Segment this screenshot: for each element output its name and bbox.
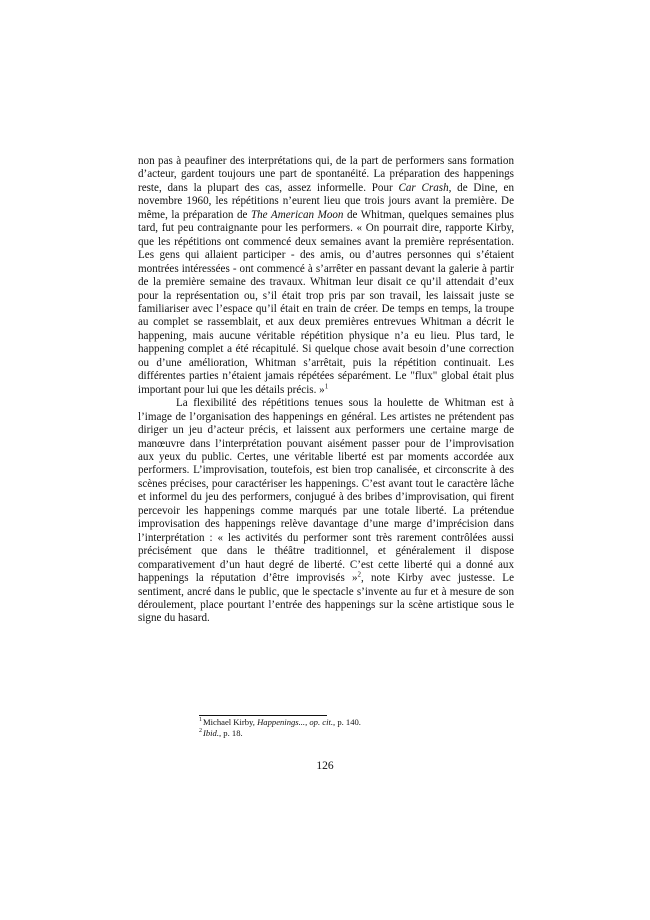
footnote-separator	[199, 715, 327, 716]
text-run: , note Kirby avec justesse. Le sentiment, ancré dans le public, que le spectacle s’invente au fur et à mesure de son déroulement, place pourtant l’entrée des happenings sur la scène artistique sous le signe du hasard.	[138, 572, 514, 625]
text-run: La flexibilité des répétitions tenues sous la houlette de Whitman est à l’image de l’organisation des happenings en général. Les artistes ne prétendent pas diriger un jeu d’acteur précis, et laissent aux performers une certaine marge de manœuvre dans l’interprétation pouvant aisément passer pour de l’improvisation aux yeux du public. Certes, une véritable liberté est par moments accordée aux performers. L’improvisation, toutefois, est bien trop canalisée, et circonscrite à des scènes précises, pour caractériser les happenings. C’est avant tout le caractère lâche et informel du jeu des performers, conjugué à des bribes d’improvisation, qui firent percevoir les happenings comme marqués par une totale liberté. La prétendue improvisation des happenings relève davantage d’une marge d’imprécision dans l’interprétation : « les activités du performer sont très rarement contrôlées aussi précisément que dans le théâtre traditionnel, et généralement il dispose comparativement d’un haut degré de liberté. C’est cette liberté qui a donné aux happenings la réputation d’être improvisés »	[138, 397, 514, 585]
italic-abbrev: Ibid.	[203, 728, 219, 738]
text-run: , de Dine, en novembre 1960, les répétitions n’eurent lieu que trois jours avant la première. De même, la préparation de	[138, 181, 514, 221]
italic-title: The American Moon	[250, 208, 344, 221]
footnote-2	[199, 728, 519, 739]
text-run: non pas à peaufiner des interprétations qui, de la part de performers sans formation d’acteur, gardent toujours une part de spontanéité. La préparation des happenings reste, dans la plupart des cas, assez informelle. Pour	[138, 155, 514, 194]
page-number: 126	[316, 760, 334, 772]
paragraph-2	[138, 397, 514, 626]
text-run: Michael Kirby,	[203, 717, 258, 727]
footnote-reference: 2	[357, 570, 362, 579]
body-text	[138, 155, 514, 626]
italic-abbrev: op. cit.	[309, 717, 334, 727]
text-run: de Whitman, quelques semaines plus tard, fut peu contraignante pour les performers. « On pourrait dire, rapporte Kirby, que les répétitions ont commencé deux semaines avant la première représentation. Les gens qui allaient participer - des amis, ou d’autres personnes qui s’étaient montrées intéressées - ont commencé à s’arrêter en passant devant la galerie à partir de la première semaine des travaux. Whitman leur disait ce qu’il attendait d’eux pour la représentation ou, s’il était trop pris par son travail, les laissait juste se familiariser avec l’espace qu’il était en train de créer. De temps en temps, la troupe au complet se rassemblait, et aux deux premières entrevues Whitman a décrit le happening, mais aucune véritable répétition physique n’a eu lieu. Plus tard, le happening complet a été récapitulé. Si quelque chose avait besoin d’une correction ou d’une amélioration, Whitman s’arrêtait, puis la répétition continuait. Les différentes parties n’étaient jamais répétées séparément. Le "flux" global était plus important pour lui que les détails précis. »	[138, 208, 514, 396]
footnote-number: 2	[199, 728, 202, 735]
text-run: , p. 18.	[219, 728, 243, 738]
footnotes	[199, 717, 519, 739]
italic-title: Car Crash	[398, 181, 449, 194]
paragraph-1	[138, 155, 514, 397]
footnote-1	[199, 717, 519, 728]
footnote-number: 1	[199, 717, 202, 724]
italic-title: Happenings...	[257, 717, 306, 727]
footnote-reference: 1	[324, 382, 329, 391]
text-run: ,	[305, 717, 310, 727]
text-run: , p. 140.	[333, 717, 361, 727]
